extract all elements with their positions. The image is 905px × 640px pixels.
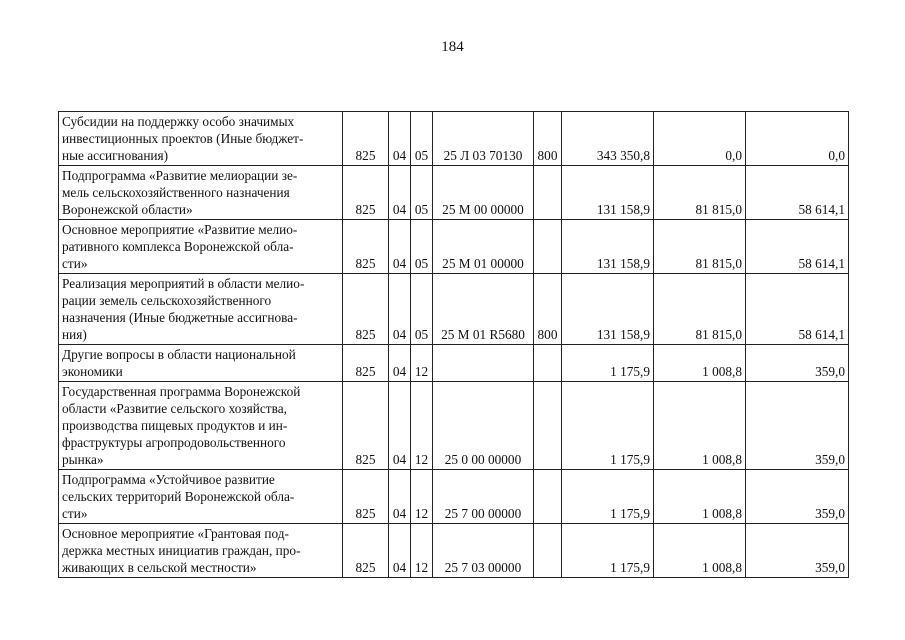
page-number: 184 xyxy=(441,39,464,55)
subsection-code-cell: 12 xyxy=(411,345,433,382)
amount-year2-cell: 1 008,8 xyxy=(654,345,746,382)
expense-type-cell xyxy=(534,524,562,578)
amount-year1-cell: 131 158,9 xyxy=(562,220,654,274)
table-row xyxy=(59,166,849,220)
ministry-code-cell: 825 xyxy=(343,166,389,220)
subsection-code-cell: 12 xyxy=(411,470,433,524)
budget-table xyxy=(58,111,849,578)
table-row xyxy=(59,382,849,470)
expense-type-cell: 800 xyxy=(534,274,562,345)
row-name-cell xyxy=(59,470,343,524)
row-name-cell xyxy=(59,220,343,274)
row-name-cell xyxy=(59,382,343,470)
amount-year1-cell: 131 158,9 xyxy=(562,274,654,345)
expense-type-cell xyxy=(534,345,562,382)
amount-year3-cell: 58 614,1 xyxy=(746,166,849,220)
amount-year1-cell: 343 350,8 xyxy=(562,112,654,166)
target-article-cell: 25 Л 03 70130 xyxy=(433,112,534,166)
row-name-cell xyxy=(59,524,343,578)
row-name-cell xyxy=(59,112,343,166)
section-code-cell: 04 xyxy=(389,470,411,524)
table-row xyxy=(59,524,849,578)
row-name-text: Государственная программа Воронежской области «Развитие сельского хозяйства, производства пищевых продуктов и ин- фраструктуры агропродовольственного рынка» xyxy=(62,384,301,467)
target-article-cell: 25 М 00 00000 xyxy=(433,166,534,220)
subsection-code-cell: 05 xyxy=(411,274,433,345)
amount-year2-cell: 1 008,8 xyxy=(654,382,746,470)
amount-year1-cell: 1 175,9 xyxy=(562,524,654,578)
subsection-code-cell: 05 xyxy=(411,166,433,220)
row-name-text: Подпрограмма «Устойчивое развитие сельских территорий Воронежской обла- сти» xyxy=(62,472,295,521)
amount-year1-cell: 1 175,9 xyxy=(562,382,654,470)
section-code-cell: 04 xyxy=(389,382,411,470)
subsection-code-cell: 12 xyxy=(411,382,433,470)
ministry-code-cell: 825 xyxy=(343,274,389,345)
expense-type-cell xyxy=(534,470,562,524)
ministry-code-cell: 825 xyxy=(343,220,389,274)
section-code-cell: 04 xyxy=(389,345,411,382)
amount-year2-cell: 1 008,8 xyxy=(654,470,746,524)
table-row xyxy=(59,345,849,382)
amount-year1-cell: 1 175,9 xyxy=(562,345,654,382)
row-name-cell xyxy=(59,166,343,220)
amount-year3-cell: 359,0 xyxy=(746,345,849,382)
row-name-cell xyxy=(59,274,343,345)
row-name-text: Реализация мероприятий в области мелио- рации земель сельскохозяйственного назначения (Иные бюджетные ассигнова- ния) xyxy=(62,276,305,342)
section-code-cell: 04 xyxy=(389,166,411,220)
ministry-code-cell: 825 xyxy=(343,382,389,470)
target-article-cell: 25 М 01 00000 xyxy=(433,220,534,274)
amount-year2-cell: 81 815,0 xyxy=(654,274,746,345)
target-article-cell: 25 М 01 R5680 xyxy=(433,274,534,345)
row-name-text: Основное мероприятие «Грантовая под- держка местных инициатив граждан, про- живающих в сельской местности» xyxy=(62,526,301,575)
section-code-cell: 04 xyxy=(389,220,411,274)
section-code-cell: 04 xyxy=(389,274,411,345)
expense-type-cell: 800 xyxy=(534,112,562,166)
subsection-code-cell: 05 xyxy=(411,220,433,274)
amount-year2-cell: 81 815,0 xyxy=(654,166,746,220)
row-name-text: Субсидии на поддержку особо значимых инвестиционных проектов (Иные бюджет- ные ассигнования) xyxy=(62,114,304,163)
amount-year1-cell: 131 158,9 xyxy=(562,166,654,220)
target-article-cell: 25 0 00 00000 xyxy=(433,382,534,470)
expense-type-cell xyxy=(534,220,562,274)
row-name-text: Основное мероприятие «Развитие мелио- ративного комплекса Воронежской обла- сти» xyxy=(62,222,298,271)
amount-year1-cell: 1 175,9 xyxy=(562,470,654,524)
ministry-code-cell: 825 xyxy=(343,470,389,524)
ministry-code-cell: 825 xyxy=(343,524,389,578)
table-row xyxy=(59,274,849,345)
table-row xyxy=(59,470,849,524)
amount-year3-cell: 359,0 xyxy=(746,524,849,578)
amount-year2-cell: 0,0 xyxy=(654,112,746,166)
ministry-code-cell: 825 xyxy=(343,112,389,166)
target-article-cell xyxy=(433,345,534,382)
section-code-cell: 04 xyxy=(389,112,411,166)
row-name-text: Другие вопросы в области национальной экономики xyxy=(62,347,296,379)
table-row xyxy=(59,112,849,166)
section-code-cell: 04 xyxy=(389,524,411,578)
amount-year2-cell: 81 815,0 xyxy=(654,220,746,274)
expense-type-cell xyxy=(534,382,562,470)
row-name-cell xyxy=(59,345,343,382)
ministry-code-cell: 825 xyxy=(343,345,389,382)
row-name-text: Подпрограмма «Развитие мелиорации зе- мель сельскохозяйственного назначения Воронежской области» xyxy=(62,168,298,217)
amount-year3-cell: 359,0 xyxy=(746,470,849,524)
amount-year2-cell: 1 008,8 xyxy=(654,524,746,578)
expense-type-cell xyxy=(534,166,562,220)
amount-year3-cell: 58 614,1 xyxy=(746,274,849,345)
target-article-cell: 25 7 00 00000 xyxy=(433,470,534,524)
subsection-code-cell: 05 xyxy=(411,112,433,166)
amount-year3-cell: 359,0 xyxy=(746,382,849,470)
amount-year3-cell: 0,0 xyxy=(746,112,849,166)
table-row xyxy=(59,220,849,274)
amount-year3-cell: 58 614,1 xyxy=(746,220,849,274)
target-article-cell: 25 7 03 00000 xyxy=(433,524,534,578)
subsection-code-cell: 12 xyxy=(411,524,433,578)
